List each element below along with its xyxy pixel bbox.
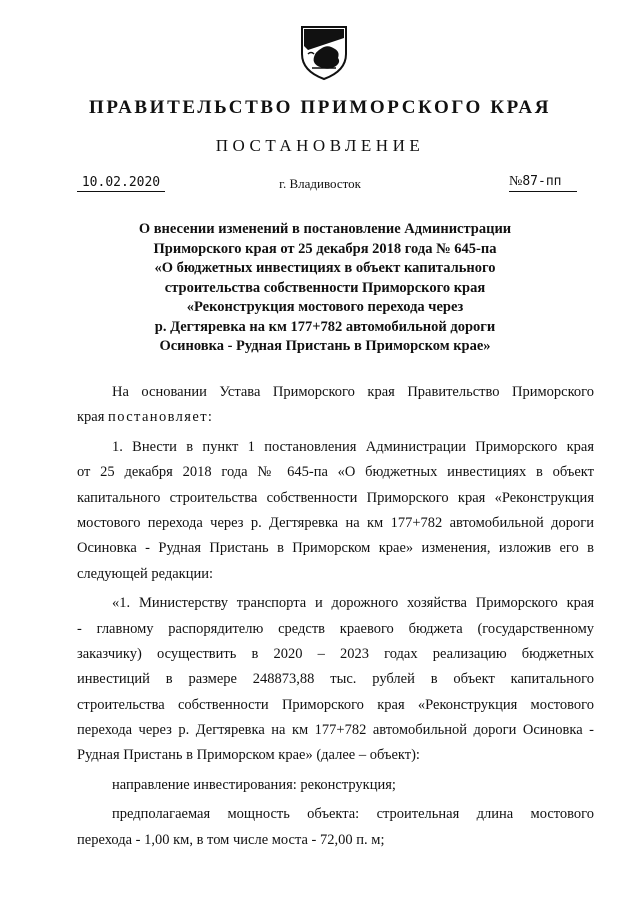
text-line: - главному распорядителю средств краевого бюджета (государственному [77,620,594,637]
paragraph-new-wording [77,591,594,769]
text-line: перехода через р. Дегтяревка на км 177+782 автомобильной дороги Осиновка - [77,722,594,739]
number-prefix: № [509,174,523,189]
paragraph-item-1 [77,435,594,587]
text-line [77,405,594,430]
text-line: «1. Министерству транспорта и дорожного хозяйства Приморского края [112,595,594,612]
document-body [77,380,594,857]
number-value: 87-пп [522,174,562,189]
document-type: ПОСТАНОВЛЕНИЕ [215,136,425,155]
heading-line: «Реконструкция мостового перехода через [186,299,464,315]
document-number [509,174,577,192]
text-line: строительства собственности Приморского края «Реконструкция мостового [77,696,594,713]
heading-line: р. Дегтяревка на км 177+782 автомобильной дороги [154,318,496,335]
spaced-word: постановляет: [108,409,214,426]
heading-line: строительства собственности Приморского края [164,279,486,296]
text-line: инвестиций в размере 248873,88 тыс. рублей в объект капитального [77,671,594,688]
text-line: мостового перехода через р. Дегтяревка на км 177+782 автомобильной дороги [77,514,594,531]
heading-line: Приморского края от 25 декабря 2018 года № 645-па [153,240,497,257]
text-line: 1. Внести в пункт 1 постановления Администрации Приморского края [112,438,594,455]
text-line: Рудная Пристань в Приморском крае» (далее – объект): [77,747,420,764]
heading-line: «О бюджетных инвестициях в объект капитального [154,260,496,276]
text-line: от 25 декабря 2018 года № 645-па «О бюджетных инвестициях в объект [77,464,594,481]
heading-line: Осиновка - Рудная Пристань в Приморском крае» [159,338,491,354]
coat-of-arms-icon [298,24,350,82]
text-line: направление инвестирования: реконструкция; [112,776,396,793]
text-line: На основании Устава Приморского края Правительство Приморского [112,384,594,400]
paragraph-investment-direction [77,773,594,798]
text-line: заказчику) осуществить в 2020 – 2023 годах реализацию бюджетных [77,645,594,662]
text-fragment: края [77,409,105,426]
document-date: 10.02.2020 [77,175,165,192]
document-heading [80,220,570,357]
text-line: предполагаемая мощность объекта: строительная длина мостового [112,806,594,823]
text-line: перехода - 1,00 км, в том числе моста - 72,00 п. м; [77,831,385,848]
paragraph-preamble [77,380,594,431]
text-line: Осиновка - Рудная Пристань в Приморском крае» изменения, изложив его в [77,540,594,557]
document-city: г. Владивосток [279,176,361,191]
text-line: следующей редакции: [77,565,214,582]
government-title: ПРАВИТЕЛЬСТВО ПРИМОРСКОГО КРАЯ [88,97,552,118]
paragraph-capacity [77,802,594,853]
heading-line: О внесении изменений в постановление Администрации [138,221,512,237]
text-line: капитального строительства собственности Приморского края «Реконструкция [77,489,594,506]
